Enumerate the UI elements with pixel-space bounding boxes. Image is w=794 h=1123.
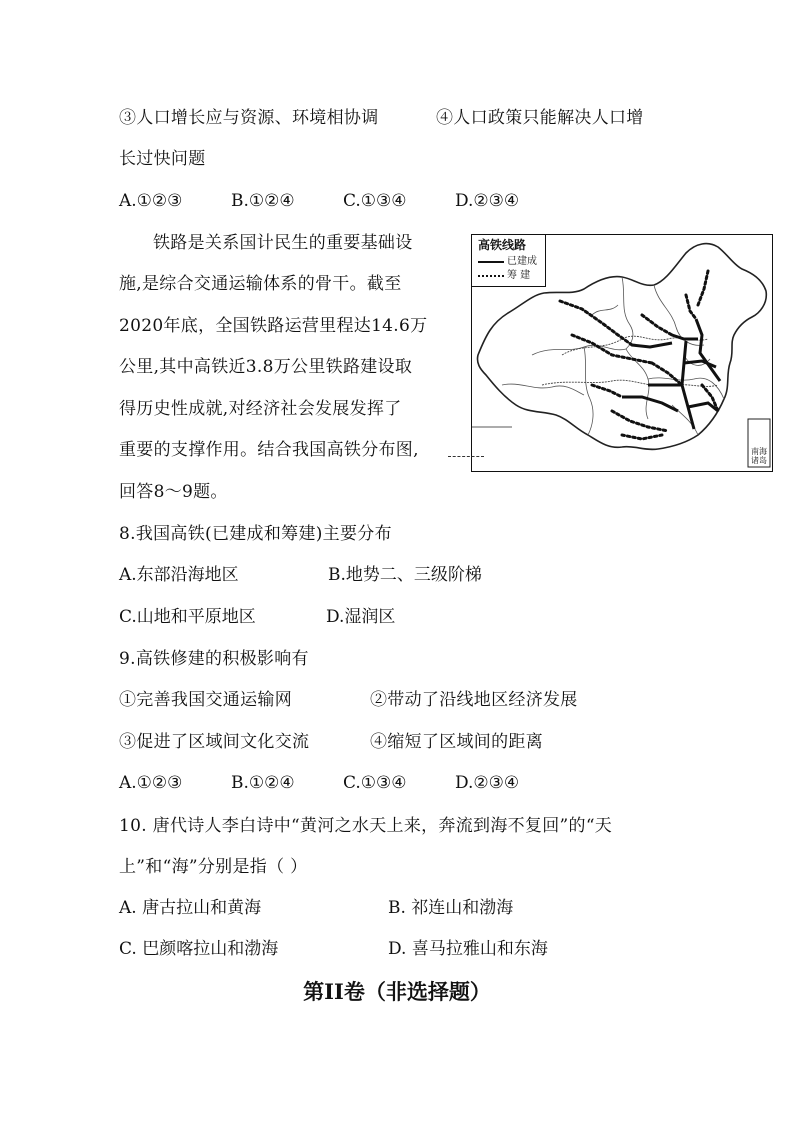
passage-line-6: 重要的支撑作用。结合我国高铁分布图, (119, 440, 419, 460)
passage-line-1: 铁路是关系国计民生的重要基础设 (153, 233, 413, 253)
section-heading: 第II卷（非选择题） (303, 979, 491, 1004)
q7-option-b[interactable]: B.①②④ (231, 191, 295, 211)
legend-planned-label: 筹 建 (507, 270, 531, 281)
statement-4: ④人口政策只能解决人口增 (436, 108, 644, 128)
passage-line-5: 得历史性成就,对经济社会发展发挥了 (119, 399, 402, 419)
q8-option-d[interactable]: D.湿润区 (326, 607, 396, 627)
q9-option-b[interactable]: B.①②④ (231, 773, 295, 793)
q10-option-b[interactable]: B. 祁连山和渤海 (388, 898, 514, 918)
q8-option-c[interactable]: C.山地和平原地区 (119, 607, 256, 627)
q9-item-4: ④缩短了区域间的距离 (370, 732, 543, 752)
legend-planned (478, 270, 530, 282)
q8-option-a[interactable]: A.东部沿海地区 (119, 565, 239, 585)
q7-option-a[interactable]: A.①②③ (119, 191, 183, 211)
q9-option-d[interactable]: D.②③④ (455, 773, 520, 793)
statement-4-continued: 长过快问题 (119, 149, 206, 169)
q9-stem: 9.高铁修建的积极影响有 (119, 649, 309, 669)
passage-line-4: 公里,其中高铁近3.8万公里铁路建设取 (119, 357, 413, 377)
q10-option-c[interactable]: C. 巴颜喀拉山和渤海 (119, 939, 279, 959)
passage-line-3: 2020年底，全国铁路运营里程达14.6万 (119, 316, 428, 336)
legend-built-label: 已建成 (507, 256, 537, 267)
passage-line-7: 回答8～9题。 (119, 482, 228, 502)
solid-line-icon (478, 261, 504, 263)
q8-option-b[interactable]: B.地势二、三级阶梯 (328, 565, 482, 585)
dotted-line-icon (478, 275, 504, 277)
south-china-sea-inset-label: 南海诸岛 (751, 447, 767, 465)
map-legend (472, 235, 546, 287)
q9-option-a[interactable]: A.①②③ (119, 773, 183, 793)
q9-item-1: ①完善我国交通运输网 (119, 690, 292, 710)
map-leader-line (448, 456, 484, 457)
q8-stem: 8.我国高铁(已建成和筹建)主要分布 (119, 524, 392, 544)
q10-stem-line-2: 上”和“海”分别是指（ ） (119, 857, 308, 877)
q7-option-c[interactable]: C.①③④ (343, 191, 407, 211)
passage-line-2: 施,是综合交通运输体系的骨干。截至 (119, 274, 402, 294)
q9-option-c[interactable]: C.①③④ (343, 773, 407, 793)
legend-built (478, 256, 537, 268)
q7-option-d[interactable]: D.②③④ (455, 191, 520, 211)
q10-stem-line-1: 10. 唐代诗人李白诗中“黄河之水天上来，奔流到海不复回”的“天 (119, 816, 613, 836)
high-speed-rail-map (471, 234, 773, 472)
q9-item-3: ③促进了区域间文化交流 (119, 732, 310, 752)
q9-item-2: ②带动了沿线地区经济发展 (370, 690, 578, 710)
legend-title: 高铁线路 (478, 238, 527, 252)
q10-option-a[interactable]: A. 唐古拉山和黄海 (119, 898, 262, 918)
q10-option-d[interactable]: D. 喜马拉雅山和东海 (388, 939, 548, 959)
statement-3: ③人口增长应与资源、环境相协调 (119, 108, 379, 128)
